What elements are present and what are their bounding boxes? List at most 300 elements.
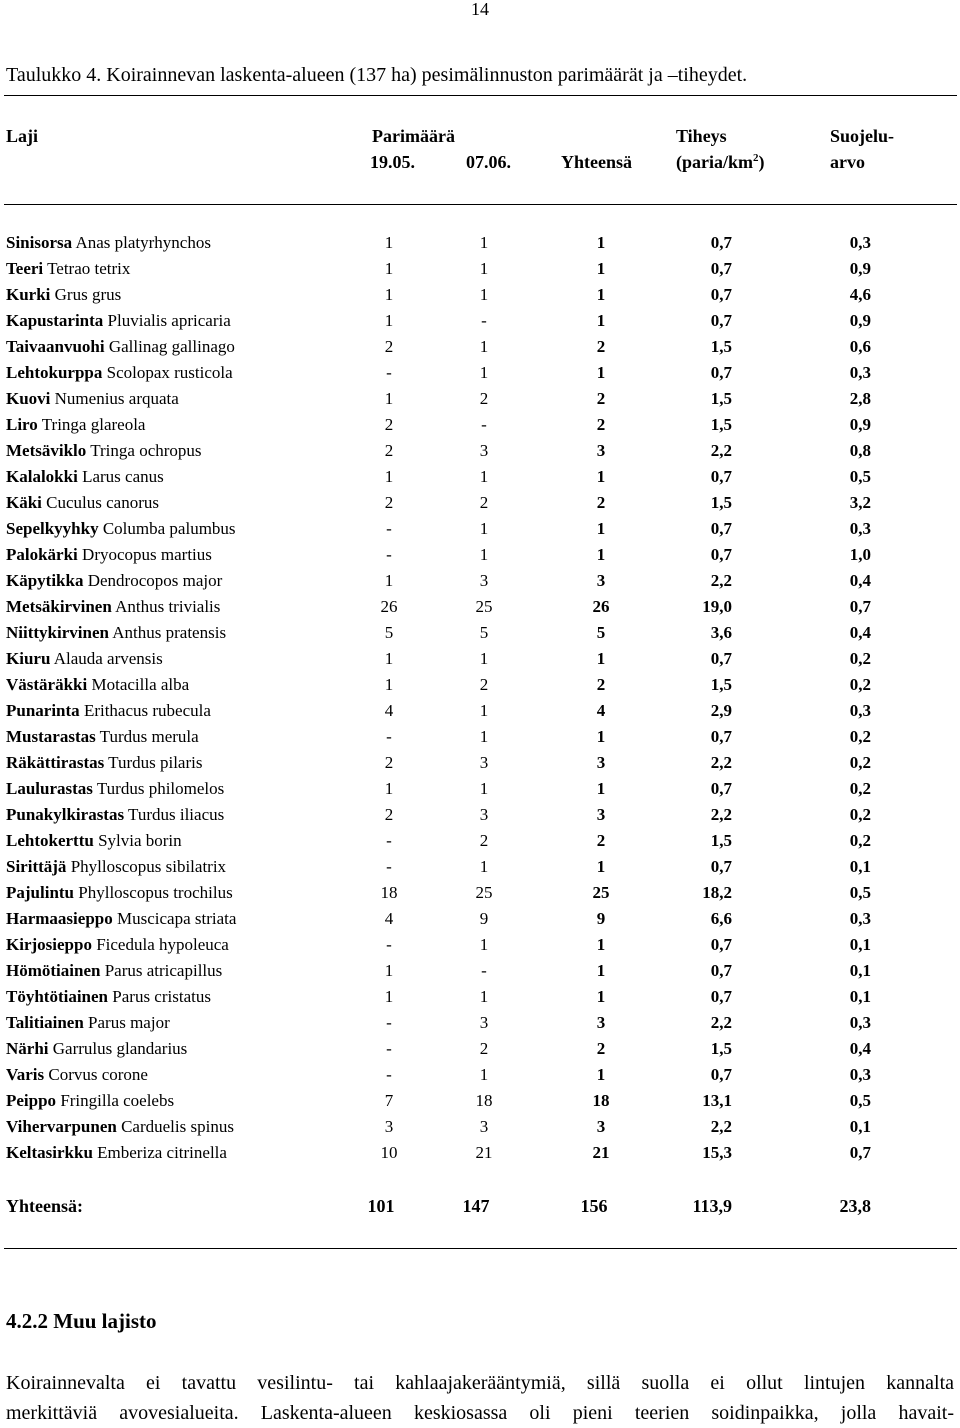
species-common-name: Lehtokurppa — [6, 363, 103, 382]
count-date-2: 1 — [479, 779, 489, 798]
conservation-value: 0,1 — [849, 857, 871, 876]
species-common-name: Palokärki — [6, 545, 78, 564]
species-name — [6, 1038, 187, 1060]
conservation-value: 0,3 — [849, 909, 871, 928]
density: 2,2 — [710, 1117, 732, 1136]
species-common-name: Västäräkki — [6, 675, 88, 694]
species-scientific-name: Emberiza citrinella — [97, 1143, 227, 1162]
species-common-name: Metsäviklo — [6, 441, 87, 460]
table-row — [0, 908, 960, 934]
table-row — [0, 1012, 960, 1038]
table-row — [0, 1142, 960, 1168]
count-date-1: - — [386, 545, 392, 564]
count-date-2: 3 — [479, 1117, 489, 1136]
species-common-name: Kiuru — [6, 649, 51, 668]
count-total: 18 — [592, 1091, 610, 1110]
count-date-1: - — [386, 831, 392, 850]
count-date-1: 1 — [384, 987, 394, 1006]
count-date-1: 1 — [384, 233, 394, 252]
density: 1,5 — [710, 493, 732, 512]
table-row — [0, 700, 960, 726]
count-total: 1 — [596, 649, 606, 668]
density: 1,5 — [710, 415, 732, 434]
count-date-2: 2 — [479, 831, 489, 850]
count-date-2: 1 — [479, 467, 489, 486]
species-scientific-name: Carduelis spinus — [121, 1117, 234, 1136]
table-row — [0, 1090, 960, 1116]
density: 0,7 — [710, 779, 732, 798]
count-date-1: 2 — [384, 415, 394, 434]
table-row — [0, 778, 960, 804]
count-date-1: 7 — [384, 1091, 394, 1110]
count-date-2: - — [481, 961, 487, 980]
species-scientific-name: Tringa ochropus — [90, 441, 202, 460]
count-date-2: 1 — [479, 701, 489, 720]
species-name — [6, 1090, 174, 1112]
species-scientific-name: Numenius arquata — [54, 389, 179, 408]
count-total: 2 — [596, 415, 606, 434]
count-date-1: - — [386, 1065, 392, 1084]
conservation-value: 0,3 — [849, 519, 871, 538]
species-name — [6, 492, 159, 514]
density: 0,7 — [710, 519, 732, 538]
species-scientific-name: Turdus iliacus — [128, 805, 225, 824]
table-row — [0, 752, 960, 778]
species-common-name: Närhi — [6, 1039, 49, 1058]
species-common-name: Töyhtötiainen — [6, 987, 109, 1006]
species-scientific-name: Erithacus rubecula — [83, 701, 211, 720]
count-date-1: 18 — [380, 883, 398, 902]
species-common-name: Peippo — [6, 1091, 57, 1110]
species-name — [6, 388, 179, 410]
count-total: 1 — [596, 467, 606, 486]
table-row — [0, 882, 960, 908]
count-total: 4 — [596, 701, 606, 720]
conservation-value: 0,2 — [849, 831, 871, 850]
count-date-1: - — [386, 519, 392, 538]
density: 1,5 — [710, 675, 732, 694]
count-date-2: 1 — [479, 285, 489, 304]
count-total: 1 — [596, 545, 606, 564]
density: 0,7 — [710, 857, 732, 876]
species-scientific-name: Anthus trivialis — [115, 597, 221, 616]
density: 2,2 — [710, 441, 732, 460]
table-row — [0, 830, 960, 856]
conservation-value: 0,2 — [849, 727, 871, 746]
species-scientific-name: Parus atricapillus — [104, 961, 223, 980]
density: 13,1 — [702, 1091, 732, 1110]
count-total: 3 — [596, 805, 606, 824]
count-date-2: 25 — [475, 883, 493, 902]
species-name — [6, 830, 182, 852]
conservation-value: 0,3 — [849, 233, 871, 252]
conservation-value: 4,6 — [849, 285, 871, 304]
species-name — [6, 336, 235, 358]
species-name — [6, 1142, 227, 1164]
species-common-name: Talitiainen — [6, 1013, 84, 1032]
count-date-1: 1 — [384, 571, 394, 590]
species-scientific-name: Dryocopus martius — [82, 545, 212, 564]
density: 0,7 — [710, 727, 732, 746]
species-name — [6, 908, 236, 930]
conservation-value: 0,1 — [849, 1117, 871, 1136]
species-scientific-name: Turdus pilaris — [108, 753, 203, 772]
count-date-1: 2 — [384, 493, 394, 512]
count-date-2: 3 — [479, 1013, 489, 1032]
species-scientific-name: Alauda arvensis — [53, 649, 163, 668]
density: 15,3 — [702, 1143, 732, 1162]
density: 1,5 — [710, 389, 732, 408]
species-scientific-name: Tetrao tetrix — [47, 259, 131, 278]
table-row — [0, 1064, 960, 1090]
count-total: 1 — [596, 961, 606, 980]
count-date-2: 1 — [479, 337, 489, 356]
paragraph-line-1: Koirainnevalta ei tavattu vesilintu- tai kahlaajakerääntymiä, sillä suolla ei ollut lintujen kannalta — [6, 1372, 954, 1394]
count-date-1: 26 — [380, 597, 398, 616]
count-date-2: 2 — [479, 493, 489, 512]
species-scientific-name: Ficedula hypoleuca — [96, 935, 229, 954]
conservation-value: 0,1 — [849, 987, 871, 1006]
species-scientific-name: Scolopax rusticola — [106, 363, 233, 382]
count-date-2: 1 — [479, 857, 489, 876]
header-laji: Laji — [6, 126, 39, 146]
species-name — [6, 856, 226, 878]
count-total: 1 — [596, 285, 606, 304]
header-tiheys: Tiheys — [676, 126, 727, 146]
species-common-name: Niittykirvinen — [6, 623, 109, 642]
conservation-value: 0,2 — [849, 779, 871, 798]
count-date-2: 1 — [479, 519, 489, 538]
totals-yhteensa: 156 — [580, 1196, 608, 1216]
species-scientific-name: Tringa glareola — [41, 415, 146, 434]
count-date-2: 1 — [479, 649, 489, 668]
species-name — [6, 700, 211, 722]
table-row — [0, 804, 960, 830]
count-total: 26 — [592, 597, 610, 616]
density: 2,9 — [710, 701, 732, 720]
count-total: 2 — [596, 1039, 606, 1058]
table-row — [0, 1116, 960, 1142]
density: 0,7 — [710, 233, 732, 252]
species-name — [6, 258, 130, 280]
count-date-1: 3 — [384, 1117, 394, 1136]
density: 0,7 — [710, 987, 732, 1006]
count-date-2: 21 — [475, 1143, 493, 1162]
conservation-value: 1,0 — [849, 545, 871, 564]
count-total: 1 — [596, 727, 606, 746]
species-name — [6, 518, 236, 540]
species-name — [6, 804, 224, 826]
species-common-name: Kuovi — [6, 389, 51, 408]
count-date-1: 1 — [384, 285, 394, 304]
table-row — [0, 986, 960, 1012]
species-name — [6, 726, 199, 748]
count-date-2: 3 — [479, 571, 489, 590]
count-date-2: 1 — [479, 987, 489, 1006]
table-row — [0, 960, 960, 986]
species-scientific-name: Sylvia borin — [98, 831, 182, 850]
species-name — [6, 570, 222, 592]
count-total: 3 — [596, 441, 606, 460]
density: 1,5 — [710, 337, 732, 356]
count-date-2: 1 — [479, 545, 489, 564]
conservation-value: 0,7 — [849, 597, 871, 616]
density: 2,2 — [710, 805, 732, 824]
table-row — [0, 388, 960, 414]
table-row — [0, 440, 960, 466]
density: 0,7 — [710, 285, 732, 304]
species-common-name: Käki — [6, 493, 42, 512]
species-common-name: Kirjosieppo — [6, 935, 92, 954]
species-scientific-name: Anthus pratensis — [112, 623, 227, 642]
count-date-2: 1 — [479, 233, 489, 252]
species-common-name: Käpytikka — [6, 571, 84, 590]
count-total: 1 — [596, 363, 606, 382]
species-name — [6, 414, 145, 436]
table-row — [0, 284, 960, 310]
totals-label: Yhteensä: — [6, 1196, 83, 1216]
conservation-value: 0,2 — [849, 805, 871, 824]
table-body — [0, 232, 960, 1168]
species-scientific-name: Phylloscopus trochilus — [78, 883, 233, 902]
conservation-value: 0,2 — [849, 753, 871, 772]
header-tiheys-unit-close: ) — [758, 152, 765, 172]
conservation-value: 0,3 — [849, 701, 871, 720]
conservation-value: 0,2 — [849, 675, 871, 694]
species-scientific-name: Anas platyrhynchos — [75, 233, 211, 252]
species-name — [6, 986, 211, 1008]
species-common-name: Metsäkirvinen — [6, 597, 112, 616]
count-date-1: - — [386, 935, 392, 954]
table-row — [0, 414, 960, 440]
totals-date-2: 147 — [462, 1196, 490, 1216]
species-name — [6, 544, 212, 566]
species-name — [6, 232, 211, 254]
species-name — [6, 310, 231, 332]
species-name — [6, 1064, 148, 1086]
species-scientific-name: Garrulus glandarius — [52, 1039, 188, 1058]
table-row — [0, 596, 960, 622]
species-name — [6, 648, 163, 670]
density: 0,7 — [710, 259, 732, 278]
count-date-1: 1 — [384, 961, 394, 980]
conservation-value: 0,3 — [849, 363, 871, 382]
conservation-value: 3,2 — [849, 493, 871, 512]
count-total: 1 — [596, 233, 606, 252]
table-header-rule — [4, 204, 957, 205]
species-scientific-name: Phylloscopus sibilatrix — [70, 857, 227, 876]
species-scientific-name: Cuculus canorus — [46, 493, 159, 512]
count-date-1: 1 — [384, 467, 394, 486]
count-total: 1 — [596, 311, 606, 330]
species-name — [6, 596, 220, 618]
count-total: 1 — [596, 935, 606, 954]
species-name — [6, 284, 121, 306]
count-date-2: 3 — [479, 753, 489, 772]
species-common-name: Teeri — [6, 259, 44, 278]
table-row — [0, 1038, 960, 1064]
count-date-2: 2 — [479, 675, 489, 694]
table-row — [0, 726, 960, 752]
species-scientific-name: Larus canus — [82, 467, 164, 486]
count-date-1: - — [386, 363, 392, 382]
table-row — [0, 310, 960, 336]
table-top-rule — [4, 95, 957, 96]
species-common-name: Keltasirkku — [6, 1143, 93, 1162]
header-yhteensa: Yhteensä — [561, 152, 632, 172]
count-total: 1 — [596, 259, 606, 278]
count-total: 9 — [596, 909, 606, 928]
totals-density: 113,9 — [692, 1196, 732, 1216]
species-name — [6, 1116, 234, 1138]
table-row — [0, 492, 960, 518]
count-total: 5 — [596, 623, 606, 642]
species-scientific-name: Motacilla alba — [91, 675, 190, 694]
table-row — [0, 518, 960, 544]
count-total: 2 — [596, 337, 606, 356]
conservation-value: 0,3 — [849, 1065, 871, 1084]
species-name — [6, 778, 224, 800]
density: 6,6 — [710, 909, 732, 928]
table-row — [0, 544, 960, 570]
species-common-name: Laulurastas — [6, 779, 93, 798]
header-tiheys-unit — [676, 152, 765, 172]
conservation-value: 0,5 — [849, 1091, 871, 1110]
count-date-1: 1 — [384, 649, 394, 668]
conservation-value: 0,4 — [849, 571, 871, 590]
count-total: 1 — [596, 1065, 606, 1084]
header-tiheys-unit-text: (paria/km — [676, 152, 754, 172]
conservation-value: 0,9 — [849, 311, 871, 330]
species-scientific-name: Turdus philomelos — [96, 779, 225, 798]
count-date-2: 1 — [479, 935, 489, 954]
count-date-1: 4 — [384, 909, 394, 928]
count-date-2: 2 — [479, 1039, 489, 1058]
count-total: 2 — [596, 493, 606, 512]
species-common-name: Taivaanvuohi — [6, 337, 105, 356]
table-row — [0, 648, 960, 674]
density: 0,7 — [710, 961, 732, 980]
count-date-2: 9 — [479, 909, 489, 928]
table-row — [0, 570, 960, 596]
species-scientific-name: Columba palumbus — [102, 519, 236, 538]
density: 2,2 — [710, 753, 732, 772]
species-name — [6, 960, 222, 982]
count-date-2: 1 — [479, 1065, 489, 1084]
count-date-1: 1 — [384, 675, 394, 694]
count-date-2: 3 — [479, 805, 489, 824]
count-total: 1 — [596, 857, 606, 876]
species-common-name: Sirittäjä — [6, 857, 67, 876]
count-total: 3 — [596, 1117, 606, 1136]
count-date-1: 10 — [380, 1143, 398, 1162]
species-name — [6, 362, 233, 384]
species-common-name: Mustarastas — [6, 727, 96, 746]
species-common-name: Punarinta — [6, 701, 80, 720]
table-row — [0, 336, 960, 362]
conservation-value: 0,1 — [849, 935, 871, 954]
table-row — [0, 466, 960, 492]
totals-value: 23,8 — [839, 1196, 871, 1216]
species-common-name: Varis — [6, 1065, 45, 1084]
density: 18,2 — [702, 883, 732, 902]
species-name — [6, 440, 202, 462]
count-date-1: 1 — [384, 259, 394, 278]
count-total: 2 — [596, 675, 606, 694]
count-date-2: 25 — [475, 597, 493, 616]
species-name — [6, 674, 189, 696]
species-scientific-name: Fringilla coelebs — [60, 1091, 175, 1110]
count-total: 1 — [596, 519, 606, 538]
table-row — [0, 362, 960, 388]
density: 0,7 — [710, 363, 732, 382]
count-date-1: - — [386, 857, 392, 876]
species-scientific-name: Pluvialis apricaria — [107, 311, 231, 330]
conservation-value: 0,4 — [849, 1039, 871, 1058]
count-date-2: 1 — [479, 727, 489, 746]
species-scientific-name: Parus major — [88, 1013, 170, 1032]
count-date-1: 2 — [384, 441, 394, 460]
count-date-1: - — [386, 1039, 392, 1058]
conservation-value: 0,2 — [849, 649, 871, 668]
species-common-name: Kalalokki — [6, 467, 78, 486]
species-name — [6, 466, 164, 488]
count-total: 2 — [596, 831, 606, 850]
density: 0,7 — [710, 545, 732, 564]
count-total: 3 — [596, 571, 606, 590]
count-date-1: 1 — [384, 779, 394, 798]
count-date-1: 5 — [384, 623, 394, 642]
count-date-2: 5 — [479, 623, 489, 642]
species-common-name: Kapustarinta — [6, 311, 104, 330]
count-date-2: 2 — [479, 389, 489, 408]
conservation-value: 0,9 — [849, 259, 871, 278]
conservation-value: 0,6 — [849, 337, 871, 356]
count-date-1: 1 — [384, 389, 394, 408]
species-scientific-name: Parus cristatus — [112, 987, 211, 1006]
species-name — [6, 1012, 170, 1034]
conservation-value: 0,5 — [849, 467, 871, 486]
count-date-2: 3 — [479, 441, 489, 460]
density: 1,5 — [710, 831, 732, 850]
conservation-value: 0,3 — [849, 1013, 871, 1032]
species-name — [6, 752, 202, 774]
density: 3,6 — [710, 623, 732, 642]
table-row — [0, 258, 960, 284]
section-paragraph — [6, 1368, 954, 1428]
header-arvo: arvo — [830, 152, 865, 172]
count-date-2: 1 — [479, 363, 489, 382]
count-date-2: - — [481, 415, 487, 434]
header-parimaara: Parimäärä — [372, 126, 455, 146]
species-scientific-name: Muscicapa striata — [116, 909, 237, 928]
table-row — [0, 856, 960, 882]
table-bottom-rule — [4, 1248, 957, 1249]
species-common-name: Hömötiainen — [6, 961, 101, 980]
species-scientific-name: Grus grus — [54, 285, 122, 304]
species-common-name: Sepelkyyhky — [6, 519, 99, 538]
species-common-name: Räkättirastas — [6, 753, 105, 772]
count-date-1: 4 — [384, 701, 394, 720]
density: 0,7 — [710, 1065, 732, 1084]
table-row — [0, 622, 960, 648]
conservation-value: 0,5 — [849, 883, 871, 902]
count-date-1: 2 — [384, 337, 394, 356]
header-tiheys-unit-sup: 2 — [753, 152, 759, 164]
count-total: 3 — [596, 753, 606, 772]
count-date-1: - — [386, 1013, 392, 1032]
species-scientific-name: Dendrocopos major — [87, 571, 223, 590]
